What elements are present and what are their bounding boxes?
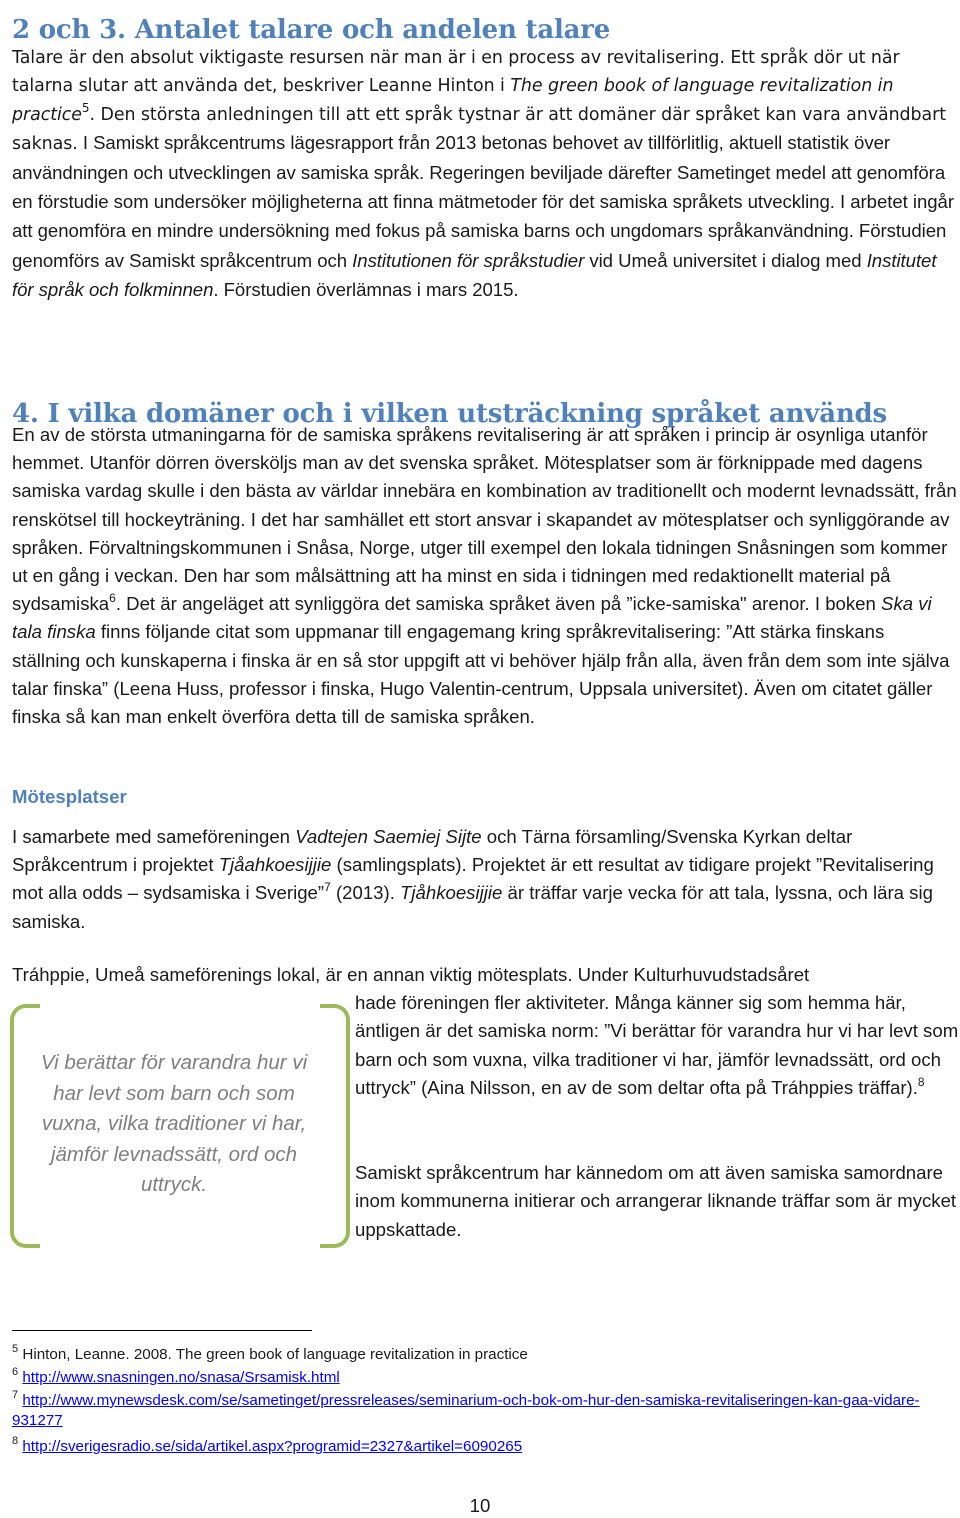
text: En av de största utmaningarna för de samiska språkens revitalisering är att språken i princip är osynliga utanför hemmet. Utanför dörren översköljs man av det svenska språket. Mötesplatser som är förknippade med dagens samiska vardag skulle i den bästa av världar innebära en kombination av traditionellt och modernt levnadssätt, från renskötsel till hockeyträning. I det har samhället ett stort ansvar i skapandet av mötesplatser och synliggörande av språken. Förvaltningskommunen i Snåsa, Norge, utger till exempel den lokala tidningen Snåsningen som kommer ut en gång i veckan. Den har som målsättning att ha minst en sida i tidningen med redaktionellt material på sydsamiska [12,424,957,615]
footnote-link[interactable]: http://sverigesradio.se/sida/artikel.aspx?programid=2327&artikel=6090265 [22,1438,523,1455]
footnote-5 [12,1345,952,1365]
footnote-number: 6 [12,1366,19,1378]
pull-quote: Vi berättar för varandra hur vi har levt som barn och som vuxna, vilka traditioner vi har, jämför levnadssätt, ord och uttryck. [40,1051,308,1196]
footnote-number: 8 [12,1435,19,1447]
section-heading-2-3: 2 och 3. Antalet talare och andelen talare [12,15,611,46]
footnote-link[interactable]: http://www.mynewsdesk.com/se/sametinget/pressreleases/seminarium-och-bok-om-hur-den-samiska-revitaliseringen-kan-gaa-vidare-931277 [12,1392,920,1429]
project-name: Tjåhkoesijjie [400,882,503,904]
footnote-ref[interactable]: 6 [109,591,116,606]
text: vid Umeå universitet i dialog med [584,249,867,271]
text: I samarbete med sameföreningen [12,826,296,847]
text: Talare är den absolut viktigaste resursen när man är i en process av revitalisering. Ett språk dör ut när talarna slutar att använda det, beskriver Leanne Hinton i [12,48,900,97]
institution-name: Institutet för språk och folkminnen [12,249,937,301]
footnote-number: 5 [12,1343,19,1355]
project-name: Tjåahkoesijjie [218,854,332,876]
paragraph-samarbete [12,823,957,936]
subheading-motesplatser: Mötesplatser [12,786,127,807]
footnote-separator [12,1330,312,1331]
text: . Förstudien överlämnas i mars 2015. [213,279,519,301]
text: hade föreningen fler aktiviteter. Många känner sig som hemma här, äntligen är det samiska norm: ”Vi berättar för varandra hur vi har levt som barn och som vuxna, vilka traditioner vi har, jämför levnadssätt, ord och uttryck” (Aina Nilsson, en av de som deltar ofta på Tráhppies träffar). [355,992,959,1099]
paragraph-trahppie-line1: Tráhppie, Umeå sameförenings lokal, är en annan viktig mötesplats. Under Kulturhuvudstadsåret [12,964,810,985]
book-title: Ska vi tala finska [12,593,932,643]
footnote-6 [12,1368,952,1388]
footnote-ref[interactable]: 5 [81,100,90,115]
footnote-link[interactable]: http://www.snasningen.no/snasa/Srsamisk.html [22,1369,340,1386]
paragraph-domaner [12,421,957,731]
footnote-7 [12,1391,952,1431]
text: (2013). [330,882,401,904]
section-heading-4: 4. I vilka domäner och i vilken utsträckning språket används [12,398,887,429]
text: . Det är angeläget att synliggöra det samiska språket även på ”icke-samiska" arenor. I boken [115,593,882,615]
text: finns följande citat som uppmanar till engagemang kring språkrevitalisering: ”Att stärka finskans ställning och kunskaperna i finska är en så stor uppgift att vi behöver hjälp från alla, även från dem som inte själva talar finska” (Leena Huss, professor i finska, Hugo Valentin-centrum, Uppsala universitet). Även om citatet gäller finska så kan man enkelt överföra detta till de samiska språken. [12,621,950,728]
text: (samlingsplats). Projektet är ett resultat av tidigare projekt ”Revitalisering mot alla odds – sydsamiska i Sverige” [12,854,934,904]
page-number: 10 [469,1495,491,1516]
footnote-ref[interactable]: 8 [917,1075,925,1090]
text: . Den största anledningen till att ett språk tystnar är att domäner där språket kan vara användbart saknas. [12,104,947,155]
text: I Samiskt språkcentrums lägesrapport från 2013 betonas behovet av tillförlitlig, aktuell statistik över användningen och utvecklingen av samiska språk. Regeringen beviljade därefter Sametinget medel att genomföra en förstudie som undersöker möjligheterna att finna mätmetoder för det samiska språkets utveckling. I arbetet ingår att genomföra en mindre undersökning med fokus på samiska barns och ungdomars språkanvändning. Förstudien genomförs av Samiskt språkcentrum och [12,132,954,271]
footnote-ref[interactable]: 7 [324,880,331,895]
paragraph-talare [12,44,957,306]
text: och Tärna församling/Svenska Kyrkan deltar Språkcentrum i projektet [12,826,853,876]
right-brace-decoration [320,1004,350,1248]
institution-name: Institutionen för språkstudier [352,249,585,271]
text: är träffar varje vecka för att tala, lyssna, och lära sig samiska. [12,882,933,932]
footnote-text: Hinton, Leanne. 2008. The green book of language revitalization in practice [22,1346,528,1363]
book-title: The green book of language revitalization in practice [12,76,894,125]
footnote-8 [12,1437,952,1457]
paragraph-sprakcentrum: Samiskt språkcentrum har kännedom om att även samiska samordnare inom kommunerna initierar och arrangerar liknande träffar som är mycket uppskattade. [355,1162,957,1240]
paragraph-trahppie [355,989,960,1103]
organization-name: Vadtejen Saemiej Sijte [295,826,482,847]
footnote-number: 7 [12,1389,19,1401]
